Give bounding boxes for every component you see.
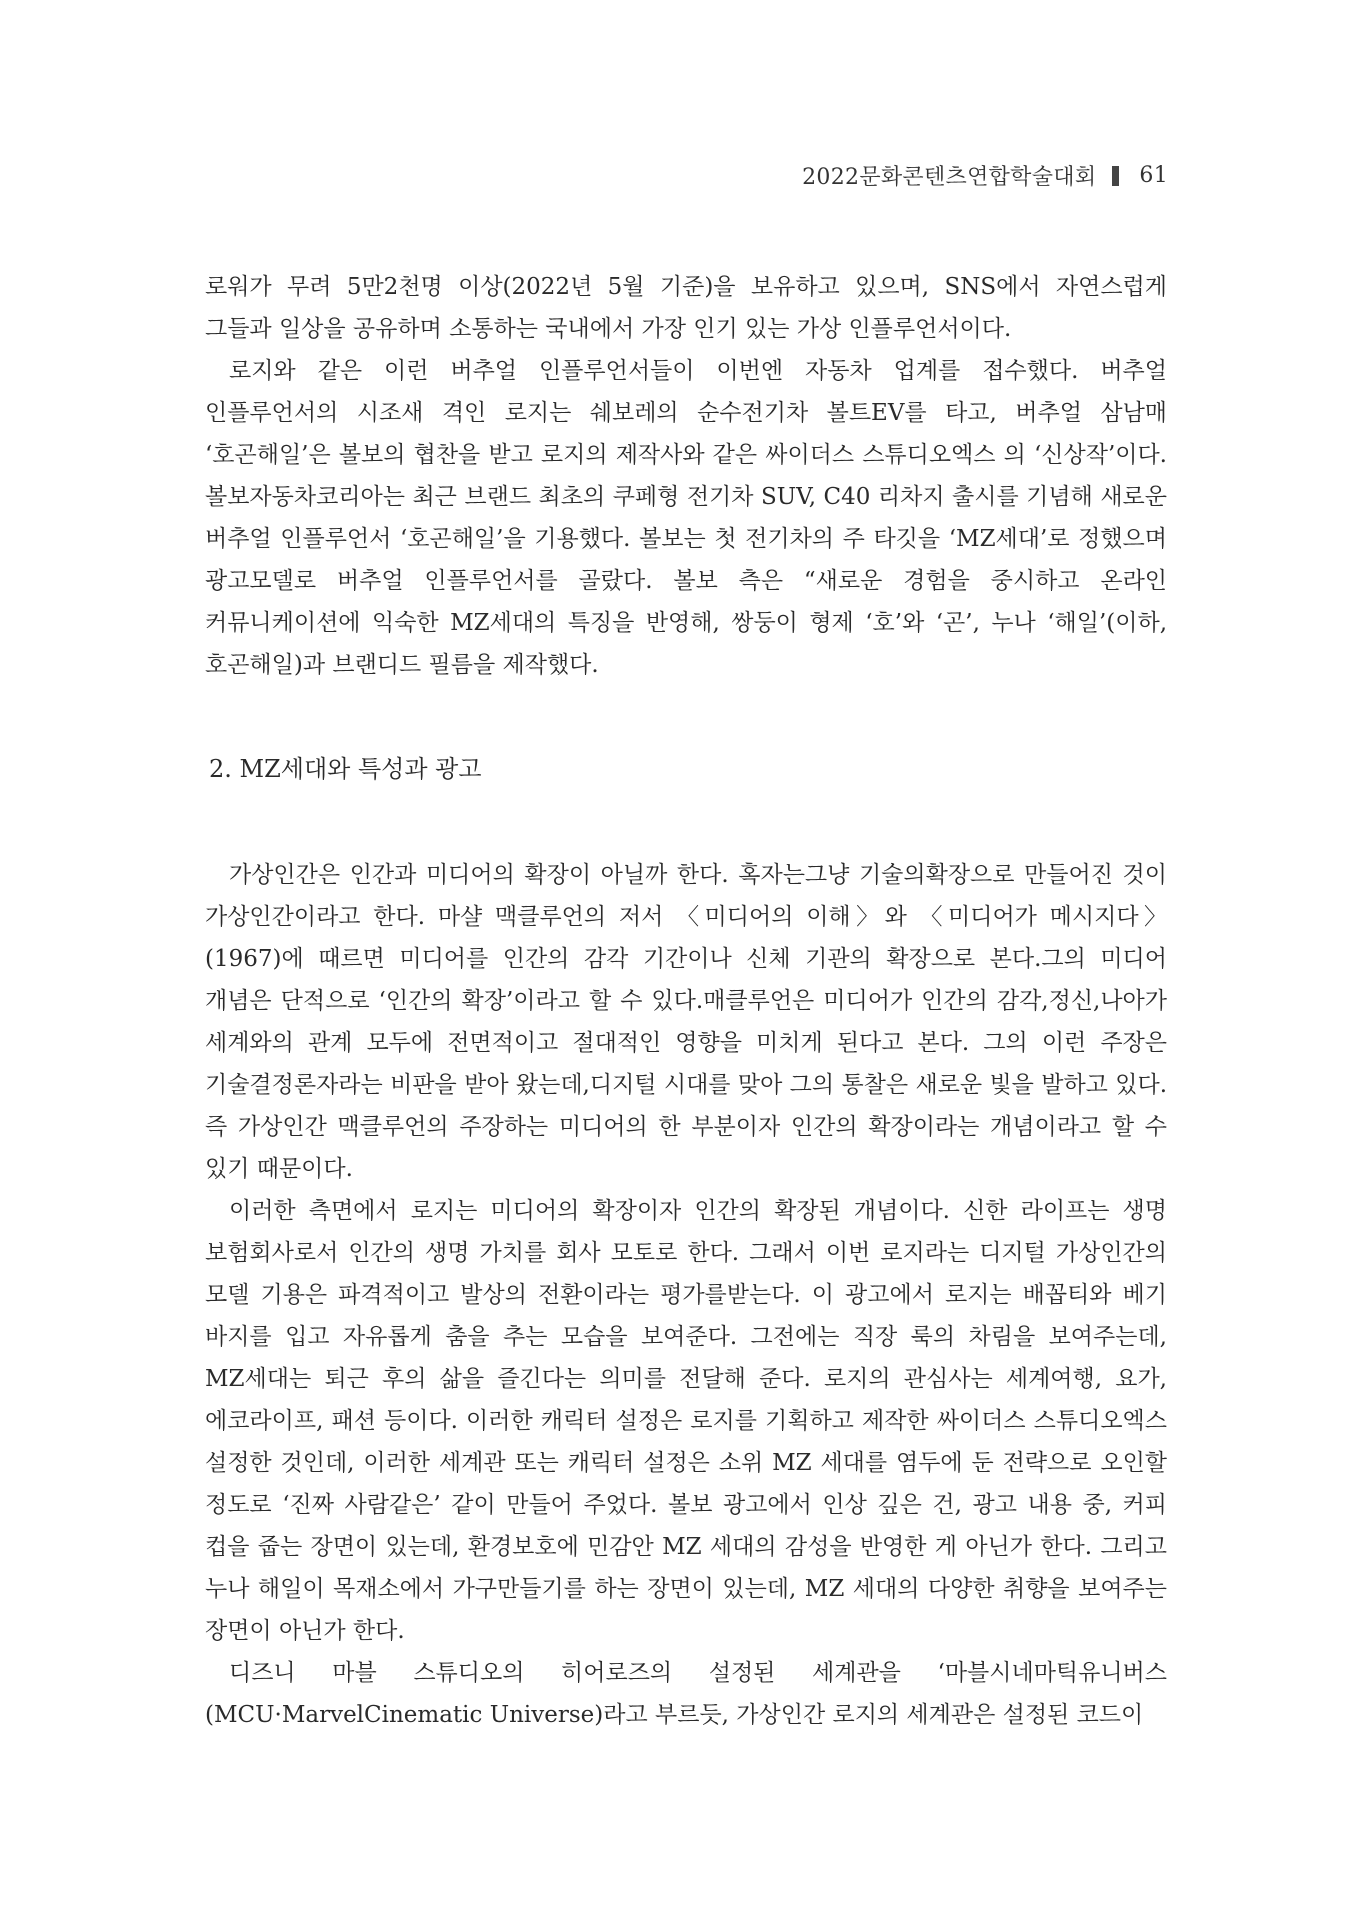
paragraph-continued: 로워가 무려 5만2천명 이상(2022년 5월 기준)을 보유하고 있으며, SNS에서 자연스럽게 그들과 일상을 공유하며 소통하는 국내에서 가장 인기 있는 가상 인플루언서이다.: [205, 274, 1167, 342]
page-body: [205, 266, 1167, 1736]
page-number: 61: [1139, 163, 1168, 188]
paragraph-worldview: 디즈니 마블 스튜디오의 히어로즈의 설정된 세계관을 ‘마블시네마틱유니버스(MCU·MarvelCinematic Universe)라고 부르듯, 가상인간 로지의 세계관은 설정된 코드이: [205, 1660, 1167, 1728]
paragraph-rozy-advertising: 이러한 측면에서 로지는 미디어의 확장이자 인간의 확장된 개념이다. 신한 라이프는 생명 보험회사로서 인간의 생명 가치를 회사 모토로 한다. 그래서 이번 로지라는 디지털 가상인간의 모델 기용은 파격적이고 발상의 전환이라는 평가를받는다. 이 광고에서 로지는 배꼽티와 베기 바지를 입고 자유롭게 춤을 추는 모습을 보여준다. 그전에는 직장 룩의 차림을 보여주는데, MZ세대는 퇴근 후의 삶을 즐긴다는 의미를 전달해 준다. 로지의 관심사는 세계여행, 요가, 에코라이프, 패션 등이다. 이러한 캐릭터 설정은 로지를 기획하고 제작한 싸이더스 스튜디오엑스 설정한 것인데, 이러한 세계관 또는 캐릭터 설정은 소위 MZ 세대를 염두에 둔 전략으로 오인할 정도로 ‘진짜 사람같은’ 같이 만들어 주었다. 볼보 광고에서 인상 깊은 건, 광고 내용 중, 커피 컵을 줍는 장면이 있는데, 환경보호에 민감안 MZ 세대의 감성을 반영한 게 아닌가 한다. 그리고 누나 해일이 목재소에서 가구만들기를 하는 장면이 있는데, MZ 세대의 다양한 취향을 보여주는 장면이 아닌가 한다.: [205, 1198, 1167, 1644]
header-separator-bar: [1112, 166, 1119, 186]
paragraph-virtual-influencers-automotive: 로지와 같은 이런 버추얼 인플루언서들이 이번엔 자동차 업계를 접수했다. 버추얼 인플루언서의 시조새 격인 로지는 쉐보레의 순수전기차 볼트EV를 타고, 버추얼 삼남매 ‘호곤해일’은 볼보의 협찬을 받고 로지의 제작사와 같은 싸이더스 스튜디오엑스 의 ‘신상작’이다. 볼보자동차코리아는 최근 브랜드 최초의 쿠페형 전기차 SUV, C40 리차지 출시를 기념해 새로운 버추얼 인플루언서 ‘호곤해일’을 기용했다. 볼보는 첫 전기차의 주 타깃을 ‘MZ세대’로 정했으며 광고모델로 버추얼 인플루언서를 골랐다. 볼보 측은 “새로운 경험을 중시하고 온라인 커뮤니케이션에 익숙한 MZ세대의 특징을 반영해, 쌍둥이 형제 ‘호’와 ‘곤’, 누나 ‘해일’(이하, 호곤해일)과 브랜디드 필름을 제작했다.: [205, 358, 1167, 678]
running-title: 2022문화콘텐츠연합학술대회: [802, 165, 1097, 190]
section-heading: 2. MZ세대와 특성과 광고: [209, 755, 482, 783]
paragraph-mcluhan-extension: 가상인간은 인간과 미디어의 확장이 아닐까 한다. 혹자는그냥 기술의확장으로 만들어진 것이 가상인간이라고 한다. 마샬 맥클루언의 저서 〈미디어의 이해〉와 〈미디어가 메시지다〉(1967)에 때르면 미디어를 인간의 감각 기간이나 신체 기관의 확장으로 본다.그의 미디어 개념은 단적으로 ‘인간의 확장’이라고 할 수 있다.매클루언은 미디어가 인간의 감각,정신,나아가 세계와의 관계 모두에 전면적이고 절대적인 영향을 미치게 된다고 본다. 그의 이런 주장은 기술결정론자라는 비판을 받아 왔는데,디지털 시대를 맞아 그의 통찰은 새로운 빛을 발하고 있다.즉 가상인간 맥클루언의 주장하는 미디어의 한 부분이자 인간의 확장이라는 개념이라고 할 수 있기 때문이다.: [205, 862, 1167, 1182]
running-header: [802, 160, 1168, 191]
